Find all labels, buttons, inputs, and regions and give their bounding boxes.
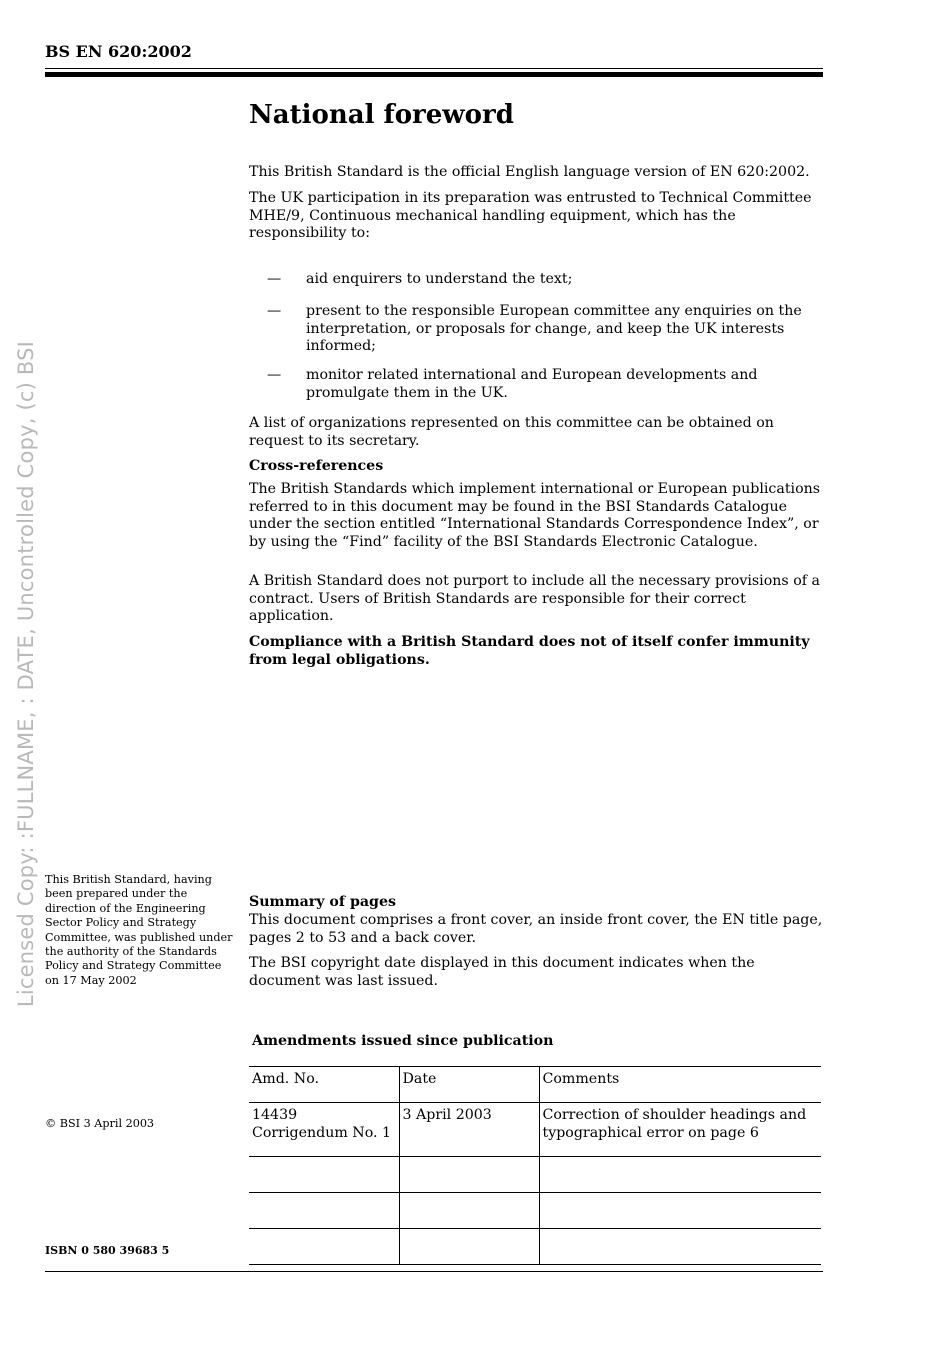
- amendment-comment: Correction of shoulder headings and typographical error on page 6: [539, 1103, 821, 1157]
- bullet-dash: —: [267, 271, 282, 287]
- isbn: ISBN 0 580 39683 5: [45, 1244, 170, 1257]
- intro-paragraph: This British Standard is the official English language version of EN 620:2002.: [249, 164, 810, 180]
- bullet-dash: —: [267, 303, 282, 319]
- table-row-empty: [249, 1229, 821, 1265]
- crossref-heading: Cross-references: [249, 458, 384, 474]
- document-id: BS EN 620:2002: [45, 42, 192, 61]
- bullet-text: present to the responsible European committee any enquiries on the interpretation, or proposals for change, and keep the UK interests informed;: [306, 303, 802, 354]
- compliance-statement: Compliance with a British Standard does not of itself confer immunity from legal obligations.: [249, 634, 810, 668]
- footer-rule: [45, 1271, 823, 1272]
- bullet-text: monitor related international and European developments and promulgate them in the UK.: [306, 367, 758, 401]
- copyright-notice: © BSI 3 April 2003: [45, 1117, 155, 1130]
- bullet-dash: —: [267, 367, 282, 383]
- summary-paragraph: This document comprises a front cover, an inside front cover, the EN title page, pages 2 to 53 and a back cover.: [249, 912, 823, 946]
- column-header: Date: [399, 1067, 539, 1103]
- amendment-date: 3 April 2003: [399, 1103, 539, 1157]
- bullet-text: aid enquirers to understand the text;: [306, 271, 573, 287]
- table-row: [249, 1103, 821, 1157]
- amendment-number: 14439 Corrigendum No. 1: [249, 1103, 399, 1157]
- header-rule-thick: [45, 72, 823, 77]
- publication-note: This British Standard, having been prepared under the direction of the Engineering Sector Policy and Strategy Committee, was published under the authority of the Standards Policy and Strategy Committee on 17 May 2002: [45, 873, 233, 987]
- table-header-row: [249, 1067, 821, 1103]
- summary-heading: Summary of pages: [249, 894, 396, 910]
- amendments-title: Amendments issued since publication: [252, 1033, 554, 1049]
- crossref-paragraph: The British Standards which implement international or European publications referred to in this document may be found in the BSI Standards Catalogue under the section entitled “International Standards Correspondence Index”, or by using the “Find” facility of the BSI Standards Electronic Catalogue.: [249, 481, 821, 550]
- page-title: National foreword: [249, 100, 514, 130]
- header-rule-thin: [45, 68, 823, 69]
- provisions-paragraph: A British Standard does not purport to include all the necessary provisions of a contract. Users of British Standards are responsible for their correct application.: [249, 573, 820, 624]
- copyright-date-paragraph: The BSI copyright date displayed in this document indicates when the document was last issued.: [249, 955, 755, 989]
- license-watermark: Licensed Copy: :FULLNAME, : DATE, Uncontrolled Copy, (c) BSI: [14, 340, 38, 1008]
- committee-list-paragraph: A list of organizations represented on this committee can be obtained on request to its secretary.: [249, 415, 774, 449]
- participation-paragraph: The UK participation in its preparation was entrusted to Technical Committee MHE/9, Continuous mechanical handling equipment, which has the responsibility to:: [249, 190, 812, 241]
- column-header: Amd. No.: [249, 1067, 399, 1103]
- table-row-empty: [249, 1157, 821, 1193]
- table-row-empty: [249, 1193, 821, 1229]
- amendments-table: [249, 1066, 821, 1265]
- column-header: Comments: [539, 1067, 821, 1103]
